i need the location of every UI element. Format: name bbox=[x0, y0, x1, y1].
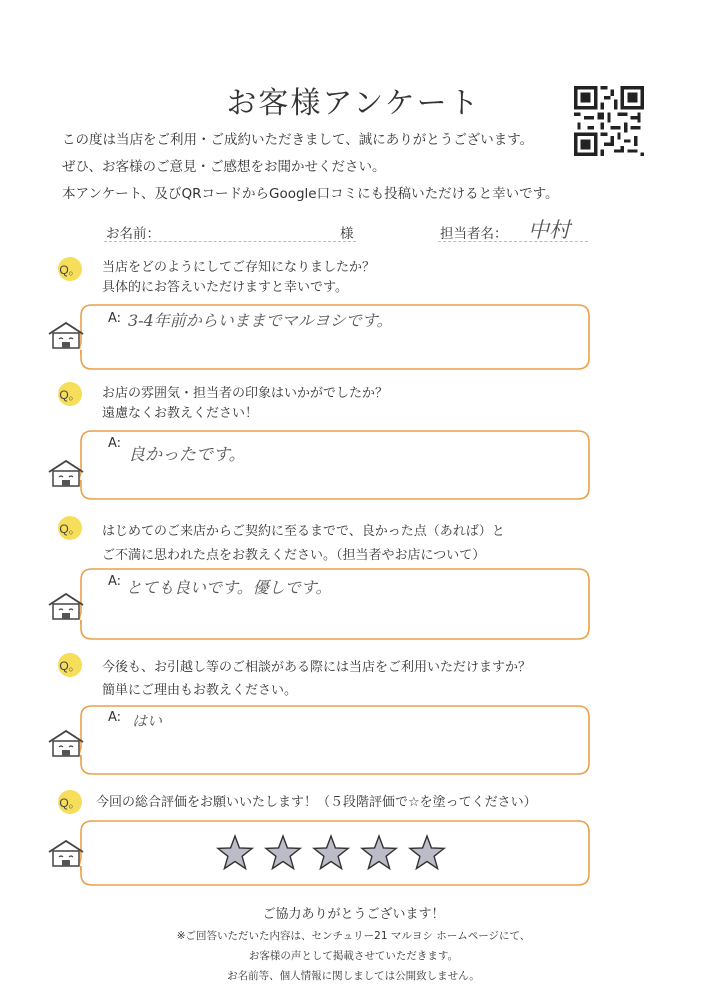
staff-label: 担当者名： bbox=[440, 226, 508, 242]
house-mascot-icon bbox=[46, 591, 86, 621]
answer-3-handwritten: とても良いです。優しです。 bbox=[126, 578, 332, 597]
question-3-text: はじめてのご来店からご契約に至るまでで、良かった点（あれば）と ご不満に思われた点をお教えください。（担当者やお店について） bbox=[102, 524, 505, 563]
name-underline bbox=[104, 241, 356, 242]
footer-note-3: お名前等、個人情報に関しましては公開致しません。 bbox=[227, 970, 480, 982]
answer-1-prefix: A: bbox=[108, 311, 122, 326]
question-5-badge: Q。 bbox=[58, 790, 82, 814]
rating-stars bbox=[210, 830, 450, 876]
intro-line-3: 本アンケート、及びQRコードからGoogle口コミにも投稿いただけると幸いです。 bbox=[62, 186, 559, 202]
page-title: お客様アンケート bbox=[226, 86, 481, 121]
question-5-text: 今回の総合評価をお願いいたします！（５段階評価で☆を塗ってください） bbox=[96, 795, 537, 810]
answer-4-prefix: A: bbox=[108, 710, 122, 725]
answer-1-handwritten: 3-4年前からいままでマルヨシです。 bbox=[128, 311, 393, 330]
question-1-badge: Q。 bbox=[58, 257, 82, 281]
question-3-badge: Q。 bbox=[58, 516, 82, 540]
answer-4-handwritten: はい bbox=[132, 712, 163, 730]
answer-2-prefix: A: bbox=[108, 436, 122, 451]
question-2-text: お店の雰囲気・担当者の印象はいかがでしたか？ 遠慮なくお教えください！ bbox=[102, 386, 389, 421]
question-2-badge: Q。 bbox=[58, 382, 82, 406]
house-mascot-icon bbox=[46, 838, 86, 868]
answer-2-handwritten: 良かったです。 bbox=[128, 445, 246, 465]
footer-note-1: ※ご回答いただいた内容は、センチュリー21 マルヨシ ホームページにて、 bbox=[176, 930, 531, 942]
house-mascot-icon bbox=[46, 458, 86, 488]
house-mascot-icon bbox=[46, 728, 86, 758]
name-label: お名前： bbox=[106, 226, 160, 242]
question-4-text: 今後も、お引越し等のご相談がある際には当店をご利用いただけますか？ 簡単にご理由もお教えください。 bbox=[102, 660, 532, 698]
house-mascot-icon bbox=[46, 320, 86, 350]
rating-star-5 bbox=[410, 836, 444, 869]
rating-star-2 bbox=[266, 836, 300, 869]
rating-star-4 bbox=[362, 836, 396, 869]
footer-note-2: お客様の声として掲載させていただきます。 bbox=[248, 950, 459, 962]
intro-line-1: この度は当店をご利用・ご成約いただきまして、誠にありがとうございます。 bbox=[62, 132, 534, 148]
rating-star-3 bbox=[314, 836, 348, 869]
answer-3-prefix: A: bbox=[108, 574, 122, 589]
staff-name-handwritten: 中村 bbox=[528, 218, 570, 242]
rating-star-1 bbox=[218, 836, 252, 869]
intro-line-2: ぜひ、お客様のご意見・ご感想をお聞かせください。 bbox=[62, 159, 386, 175]
question-4-badge: Q。 bbox=[58, 653, 82, 677]
sama-label: 様 bbox=[340, 226, 354, 242]
footer-thanks: ご協力ありがとうございます！ bbox=[262, 907, 445, 922]
question-1-text: 当店をどのようにしてご存知になりましたか？ 具体的にお答えいただけますと幸いです。 bbox=[102, 260, 376, 295]
qr-code bbox=[574, 86, 644, 156]
